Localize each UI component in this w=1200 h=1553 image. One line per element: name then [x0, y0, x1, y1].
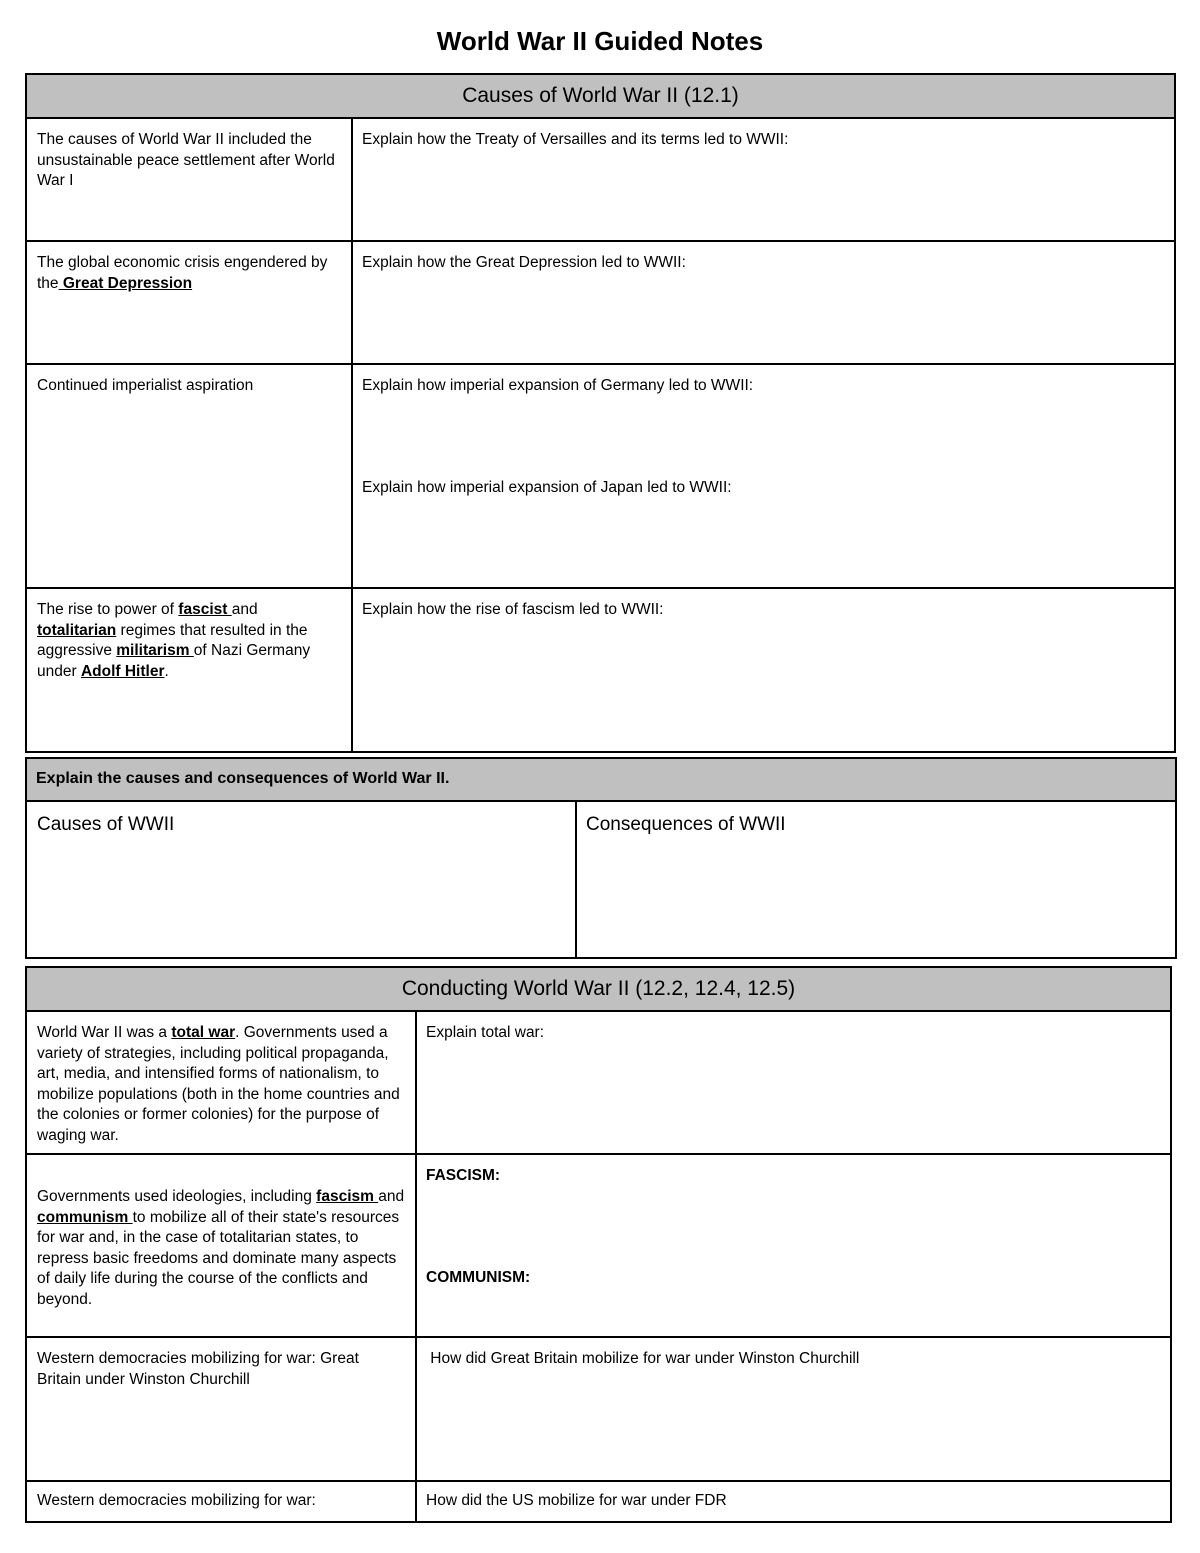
key-term-militarism: militarism	[116, 642, 194, 659]
causes-row-depression-prompt	[26, 241, 352, 364]
consequences-of-wwii-box[interactable]: Consequences of WWII	[576, 801, 1176, 958]
conducting-row-total-war-prompt	[26, 1011, 416, 1154]
key-term-communism: communism	[37, 1208, 133, 1226]
key-term-total-war: total war	[171, 1024, 236, 1041]
conducting-row-us-prompt: Western democracies mobilizing for war:	[26, 1481, 416, 1522]
key-term-fascism: fascism	[316, 1188, 379, 1205]
causes-row-depression-answer[interactable]: Explain how the Great Depression led to WWII:	[352, 241, 1175, 364]
prompt-text: of Nazi Germany under	[37, 642, 311, 680]
prompt-text: and	[378, 1188, 405, 1205]
causes-of-wwii-box[interactable]: Causes of WWII	[26, 801, 576, 958]
causes-table	[25, 73, 1176, 753]
conducting-row-us-answer[interactable]: How did the US mobilize for war under FDR	[416, 1481, 1171, 1522]
causes-row-versailles-answer[interactable]: Explain how the Treaty of Versailles and its terms led to WWII:	[352, 118, 1175, 241]
prompt-text: World War II was a	[37, 1024, 172, 1041]
conducting-header: Conducting World War II (12.2, 12.4, 12.5)	[26, 967, 1171, 1011]
causes-row-fascism-answer[interactable]: Explain how the rise of fascism led to WWII:	[352, 588, 1175, 752]
prompt-text: .	[164, 662, 169, 680]
conducting-row-total-war-answer[interactable]: Explain total war:	[416, 1011, 1171, 1154]
prompt-text: The global economic crisis engendered by the	[37, 254, 328, 292]
fascism-label: FASCISM:	[426, 1167, 501, 1184]
key-term-totalitarian: totalitarian	[37, 621, 117, 639]
summary-header: Explain the causes and consequences of World War II.	[26, 758, 1176, 801]
prompt-text: regimes that resulted in the aggressive	[37, 621, 308, 659]
prompt-text: Governments used ideologies, including	[37, 1188, 317, 1205]
germany-question: Explain how imperial expansion of Germany led to WWII:	[362, 377, 754, 394]
prompt-text: . Governments used a variety of strategies, including political propaganda, art, media, and intensified forms of nationalism, to mobilize populations (both in the home countries and the colonies or former colonies) for the purpose of waging war.	[37, 1024, 400, 1144]
conducting-row-ideologies-prompt	[26, 1154, 416, 1337]
causes-row-imperialism-prompt: Continued imperialist aspiration	[26, 364, 352, 588]
key-term-great-depression: Great Depression	[58, 274, 193, 292]
causes-header: Causes of World War II (12.1)	[26, 74, 1175, 118]
prompt-text: and	[231, 601, 258, 618]
conducting-table	[25, 966, 1172, 1523]
communism-label: COMMUNISM:	[426, 1268, 531, 1286]
key-term-adolf-hitler: Adolf Hitler	[80, 662, 165, 680]
causes-row-fascism-prompt	[26, 588, 352, 752]
conducting-row-britain-prompt: Western democracies mobilizing for war: Great Britain under Winston Churchill	[26, 1337, 416, 1481]
causes-row-versailles-prompt: The causes of World War II included the unsustainable peace settlement after World War I	[26, 118, 352, 241]
key-term-fascist: fascist	[178, 601, 232, 618]
page-title: World War II Guided Notes	[436, 26, 764, 56]
causes-row-imperialism-answer[interactable]	[352, 364, 1175, 588]
prompt-text: to mobilize all of their state's resources for war and, in the case of totalitarian states, to repress basic freedoms and dominate many aspects of daily life during the course of the conflicts and beyond.	[37, 1208, 400, 1308]
conducting-row-ideologies-answer[interactable]	[416, 1154, 1171, 1337]
japan-question: Explain how imperial expansion of Japan led to WWII:	[362, 478, 732, 496]
conducting-row-britain-answer[interactable]: How did Great Britain mobilize for war under Winston Churchill	[416, 1337, 1171, 1481]
prompt-text: The rise to power of	[37, 601, 179, 618]
summary-table	[25, 757, 1177, 959]
